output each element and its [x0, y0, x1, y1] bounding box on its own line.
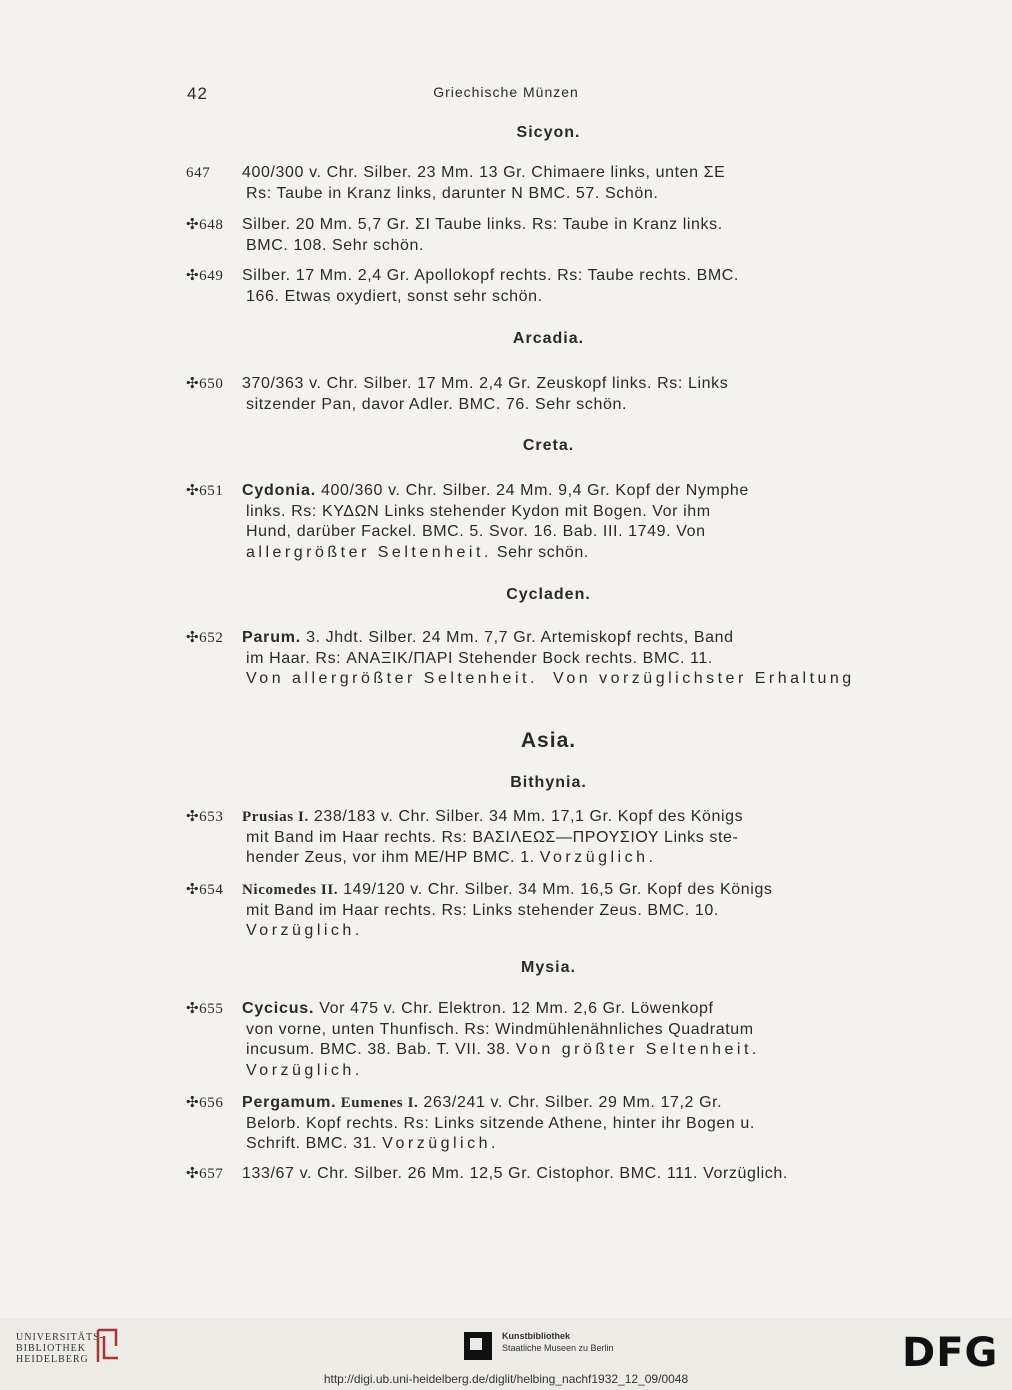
entry-text: mit Band im Haar rechts. Rs: Links stehender Zeus. BMC. 10. [246, 901, 719, 919]
kunstbibliothek-logo-text: Kunstbibliothek Staatliche Museen zu Berlin [502, 1331, 614, 1353]
catalog-entry-651 [186, 481, 911, 563]
catalog-entry-656 [186, 1093, 911, 1155]
kunstbibliothek-logo-icon [464, 1332, 492, 1360]
entry-number: ✣648 [186, 217, 224, 233]
catalog-entry-653 [186, 807, 911, 869]
page-number: 42 [187, 84, 208, 103]
entry-text: 149/120 v. Chr. Silber. 34 Mm. 16,5 Gr. Kopf des Königs [338, 881, 773, 898]
catalog-entry-654 [186, 880, 911, 942]
permalink-url[interactable]: http://digi.ub.uni-heidelberg.de/diglit/helbing_nachf1932_12_09/0048 [323, 1372, 689, 1386]
entry-ruler-name: Prusias I. [242, 809, 309, 825]
entry-text: incusum. BMC. 38. Bab. T. VII. 38. [246, 1041, 516, 1058]
entry-condition: Von vorzüglichster Erhaltung [553, 670, 855, 687]
entry-text: BMC. 108. Sehr schön. [246, 236, 425, 254]
entry-text: 238/183 v. Chr. Silber. 34 Mm. 17,1 Gr. Kopf des Königs [308, 808, 744, 825]
section-heading-asia: Asia. [520, 729, 577, 752]
entry-condition: Vorzüglich. [246, 922, 363, 939]
digitization-footer [0, 1318, 1012, 1390]
entry-number: ✣655 [186, 1001, 224, 1017]
entry-text: 133/67 v. Chr. Silber. 26 Mm. 12,5 Gr. Cistophor. BMC. 111. Vorzüglich. [242, 1165, 788, 1182]
entry-text: 370/363 v. Chr. Silber. 17 Mm. 2,4 Gr. Zeuskopf links. Rs: Links [242, 375, 729, 392]
section-heading-arcadia: Arcadia. [512, 330, 585, 347]
entry-text: 3. Jhdt. Silber. 24 Mm. 7,7 Gr. Artemiskopf rechts, Band [301, 629, 734, 646]
entry-text: Vor 475 v. Chr. Elektron. 12 Mm. 2,6 Gr. Löwenkopf [314, 1000, 714, 1017]
entry-place-name: Cydonia. [242, 482, 316, 499]
entry-text: 263/241 v. Chr. Silber. 29 Mm. 17,2 Gr. [418, 1094, 723, 1111]
section-heading-mysia: Mysia. [521, 959, 576, 976]
entry-condition: Vorzüglich. [382, 1135, 499, 1152]
section-heading-cycladen: Cycladen. [506, 586, 591, 603]
entry-text: Silber. 17 Mm. 2,4 Gr. Apollokopf rechts. Rs: Taube rechts. BMC. [242, 267, 739, 284]
entry-number: ✣652 [186, 630, 224, 646]
section-heading-bithynia: Bithynia. [510, 774, 587, 791]
dfg-logo: DFG [902, 1330, 999, 1376]
entry-text: 400/360 v. Chr. Silber. 24 Mm. 9,4 Gr. Kopf der Nymphe [315, 482, 749, 499]
entry-number: ✣651 [186, 483, 224, 499]
entry-text: links. Rs: ΚΥΔΩΝ Links stehender Kydon mit Bogen. Vor ihm [246, 502, 711, 520]
entry-text: Silber. 20 Mm. 5,7 Gr. ΣI Taube links. Rs: Taube in Kranz links. [242, 216, 723, 233]
entry-number: ✣656 [186, 1095, 224, 1111]
entry-text: mit Band im Haar rechts. Rs: ΒΑΣΙΛΕΩΣ—ΠΡΟΥΣΙΟΥ Links ste- [246, 828, 739, 846]
catalog-entry-647 [186, 163, 911, 204]
entry-number: ✣654 [186, 882, 224, 898]
entry-condition: Vorzüglich. [539, 849, 657, 866]
entry-number: ✣657 [186, 1166, 224, 1182]
entry-text: Belorb. Kopf rechts. Rs: Links sitzende Athene, hinter ihr Bogen u. [246, 1114, 755, 1132]
entry-rarity: Von allergrößter Seltenheit. [246, 670, 538, 687]
entry-place-name: Pergamum. [242, 1094, 337, 1111]
catalog-entry-649 [186, 266, 911, 307]
entry-text: Sehr schön. [491, 543, 589, 561]
catalog-entry-655 [186, 999, 911, 1081]
entry-text: Rs: Taube in Kranz links, darunter N BMC. 57. Schön. [246, 184, 659, 202]
section-heading-sicyon: Sicyon. [516, 124, 581, 141]
entry-number: 647 [186, 165, 211, 181]
catalog-entry-652 [186, 628, 911, 690]
entry-text: 166. Etwas oxydiert, sonst sehr schön. [246, 287, 543, 305]
entry-ruler-name: Nicomedes II. [242, 882, 339, 898]
entry-number: ✣649 [186, 268, 224, 284]
catalog-entry-657 [186, 1164, 911, 1185]
entry-place-name: Parum. [242, 629, 302, 646]
catalog-entry-650 [186, 374, 911, 415]
entry-number: ✣653 [186, 809, 224, 825]
entry-number: ✣650 [186, 376, 224, 392]
entry-text: im Haar. Rs: ΑΝΑΞΙΚ/ΠΑΡΙ Stehender Bock rechts. BMC. 11. [246, 649, 713, 667]
section-heading-creta: Creta. [522, 437, 575, 454]
entry-rarity: Von größter Seltenheit. [515, 1041, 760, 1058]
entry-condition: Vorzüglich. [246, 1061, 363, 1079]
running-title: Griechische Münzen [433, 84, 579, 100]
catalog-entry-648 [186, 215, 911, 256]
ub-heidelberg-logo-text: UNIVERSITÄTS- BIBLIOTHEK HEIDELBERG [16, 1332, 104, 1365]
entry-place-name: Cycicus. [242, 1000, 315, 1017]
entry-text: 400/300 v. Chr. Silber. 23 Mm. 13 Gr. Chimaere links, unten ΣE [242, 164, 726, 181]
entry-text: hender Zeus, vor ihm ME/ΗΡ BMC. 1. [246, 849, 540, 866]
running-header [0, 84, 1012, 108]
entry-text: Schrift. BMC. 31. [246, 1135, 383, 1152]
entry-text: sitzender Pan, davor Adler. BMC. 76. Sehr schön. [246, 395, 627, 413]
entry-text: Hund, darüber Fackel. BMC. 5. Svor. 16. Bab. III. 1749. Von [246, 523, 706, 540]
entry-text: von vorne, unten Thunfisch. Rs: Windmühlenähnliches Quadratum [246, 1020, 754, 1038]
entry-rarity: allergrößter Seltenheit. [246, 543, 492, 561]
ub-heidelberg-logo-icon [94, 1328, 120, 1364]
entry-ruler-name: Eumenes I. [336, 1095, 419, 1111]
